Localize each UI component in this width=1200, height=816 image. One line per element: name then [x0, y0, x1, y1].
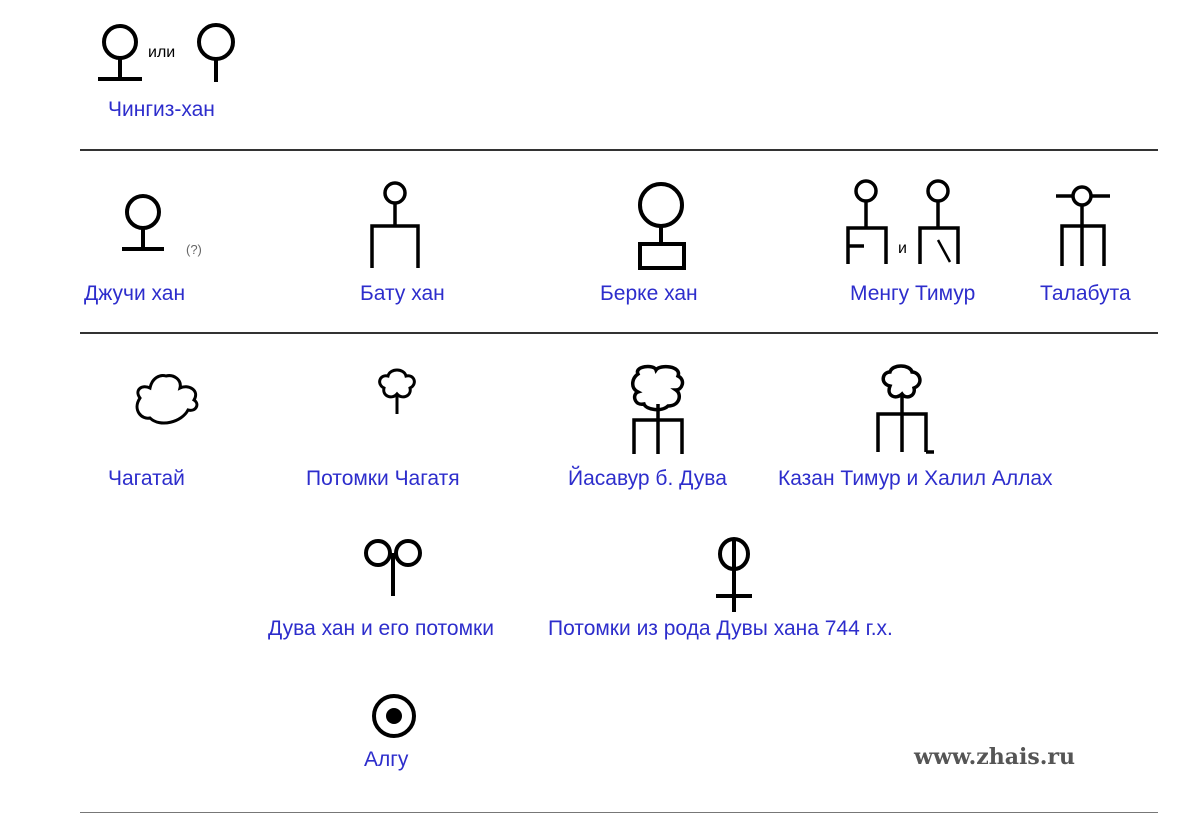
and-word: и [898, 240, 907, 257]
yasavur-tamga-icon [624, 364, 694, 458]
berke-label: Берке хан [600, 282, 698, 305]
chinggis-tamga-a-icon [96, 22, 144, 84]
duva-label: Дува хан и его потомки [268, 617, 494, 640]
website-watermark: www.zhais.ru [914, 744, 1075, 770]
divider-bottom [80, 812, 1158, 813]
kazan-label: Казан Тимур и Халил Аллах [778, 467, 1053, 490]
mengu-tamga-b-icon [914, 178, 964, 270]
algu-label: Алгу [364, 748, 409, 771]
jochi-label: Джучи хан [84, 282, 186, 305]
mengu-tamga-a-icon [842, 178, 892, 270]
jochi-question-note: (?) [186, 242, 202, 257]
berke-tamga-icon [632, 180, 692, 272]
chagatai-descendants-label: Потомки Чагатя [306, 467, 460, 490]
duva-tamga-icon [362, 538, 426, 600]
kazan-tamga-icon [868, 364, 938, 458]
algu-tamga-icon [370, 692, 418, 740]
chagatai-label: Чагатай [108, 467, 185, 490]
batu-tamga-icon [368, 180, 424, 270]
talabuta-label: Талабута [1040, 282, 1131, 305]
talabuta-tamga-icon [1054, 178, 1114, 270]
duva-descendants-tamga-icon [712, 536, 756, 614]
chagatai-tamga-icon [130, 370, 206, 430]
divider-top [80, 149, 1158, 151]
batu-label: Бату хан [360, 282, 445, 305]
divider-middle [80, 332, 1158, 334]
chinggis-label: Чингиз-хан [108, 98, 215, 121]
or-word: или [148, 44, 176, 61]
mengu-label: Менгу Тимур [850, 282, 976, 305]
chinggis-tamga-b-icon [192, 22, 240, 84]
duva-descendants-label: Потомки из рода Дувы хана 744 г.х. [548, 617, 893, 640]
jochi-tamga-icon [118, 192, 168, 254]
yasavur-label: Йасавур б. Дува [568, 467, 727, 490]
chagatai-descendants-tamga-icon [372, 364, 422, 416]
